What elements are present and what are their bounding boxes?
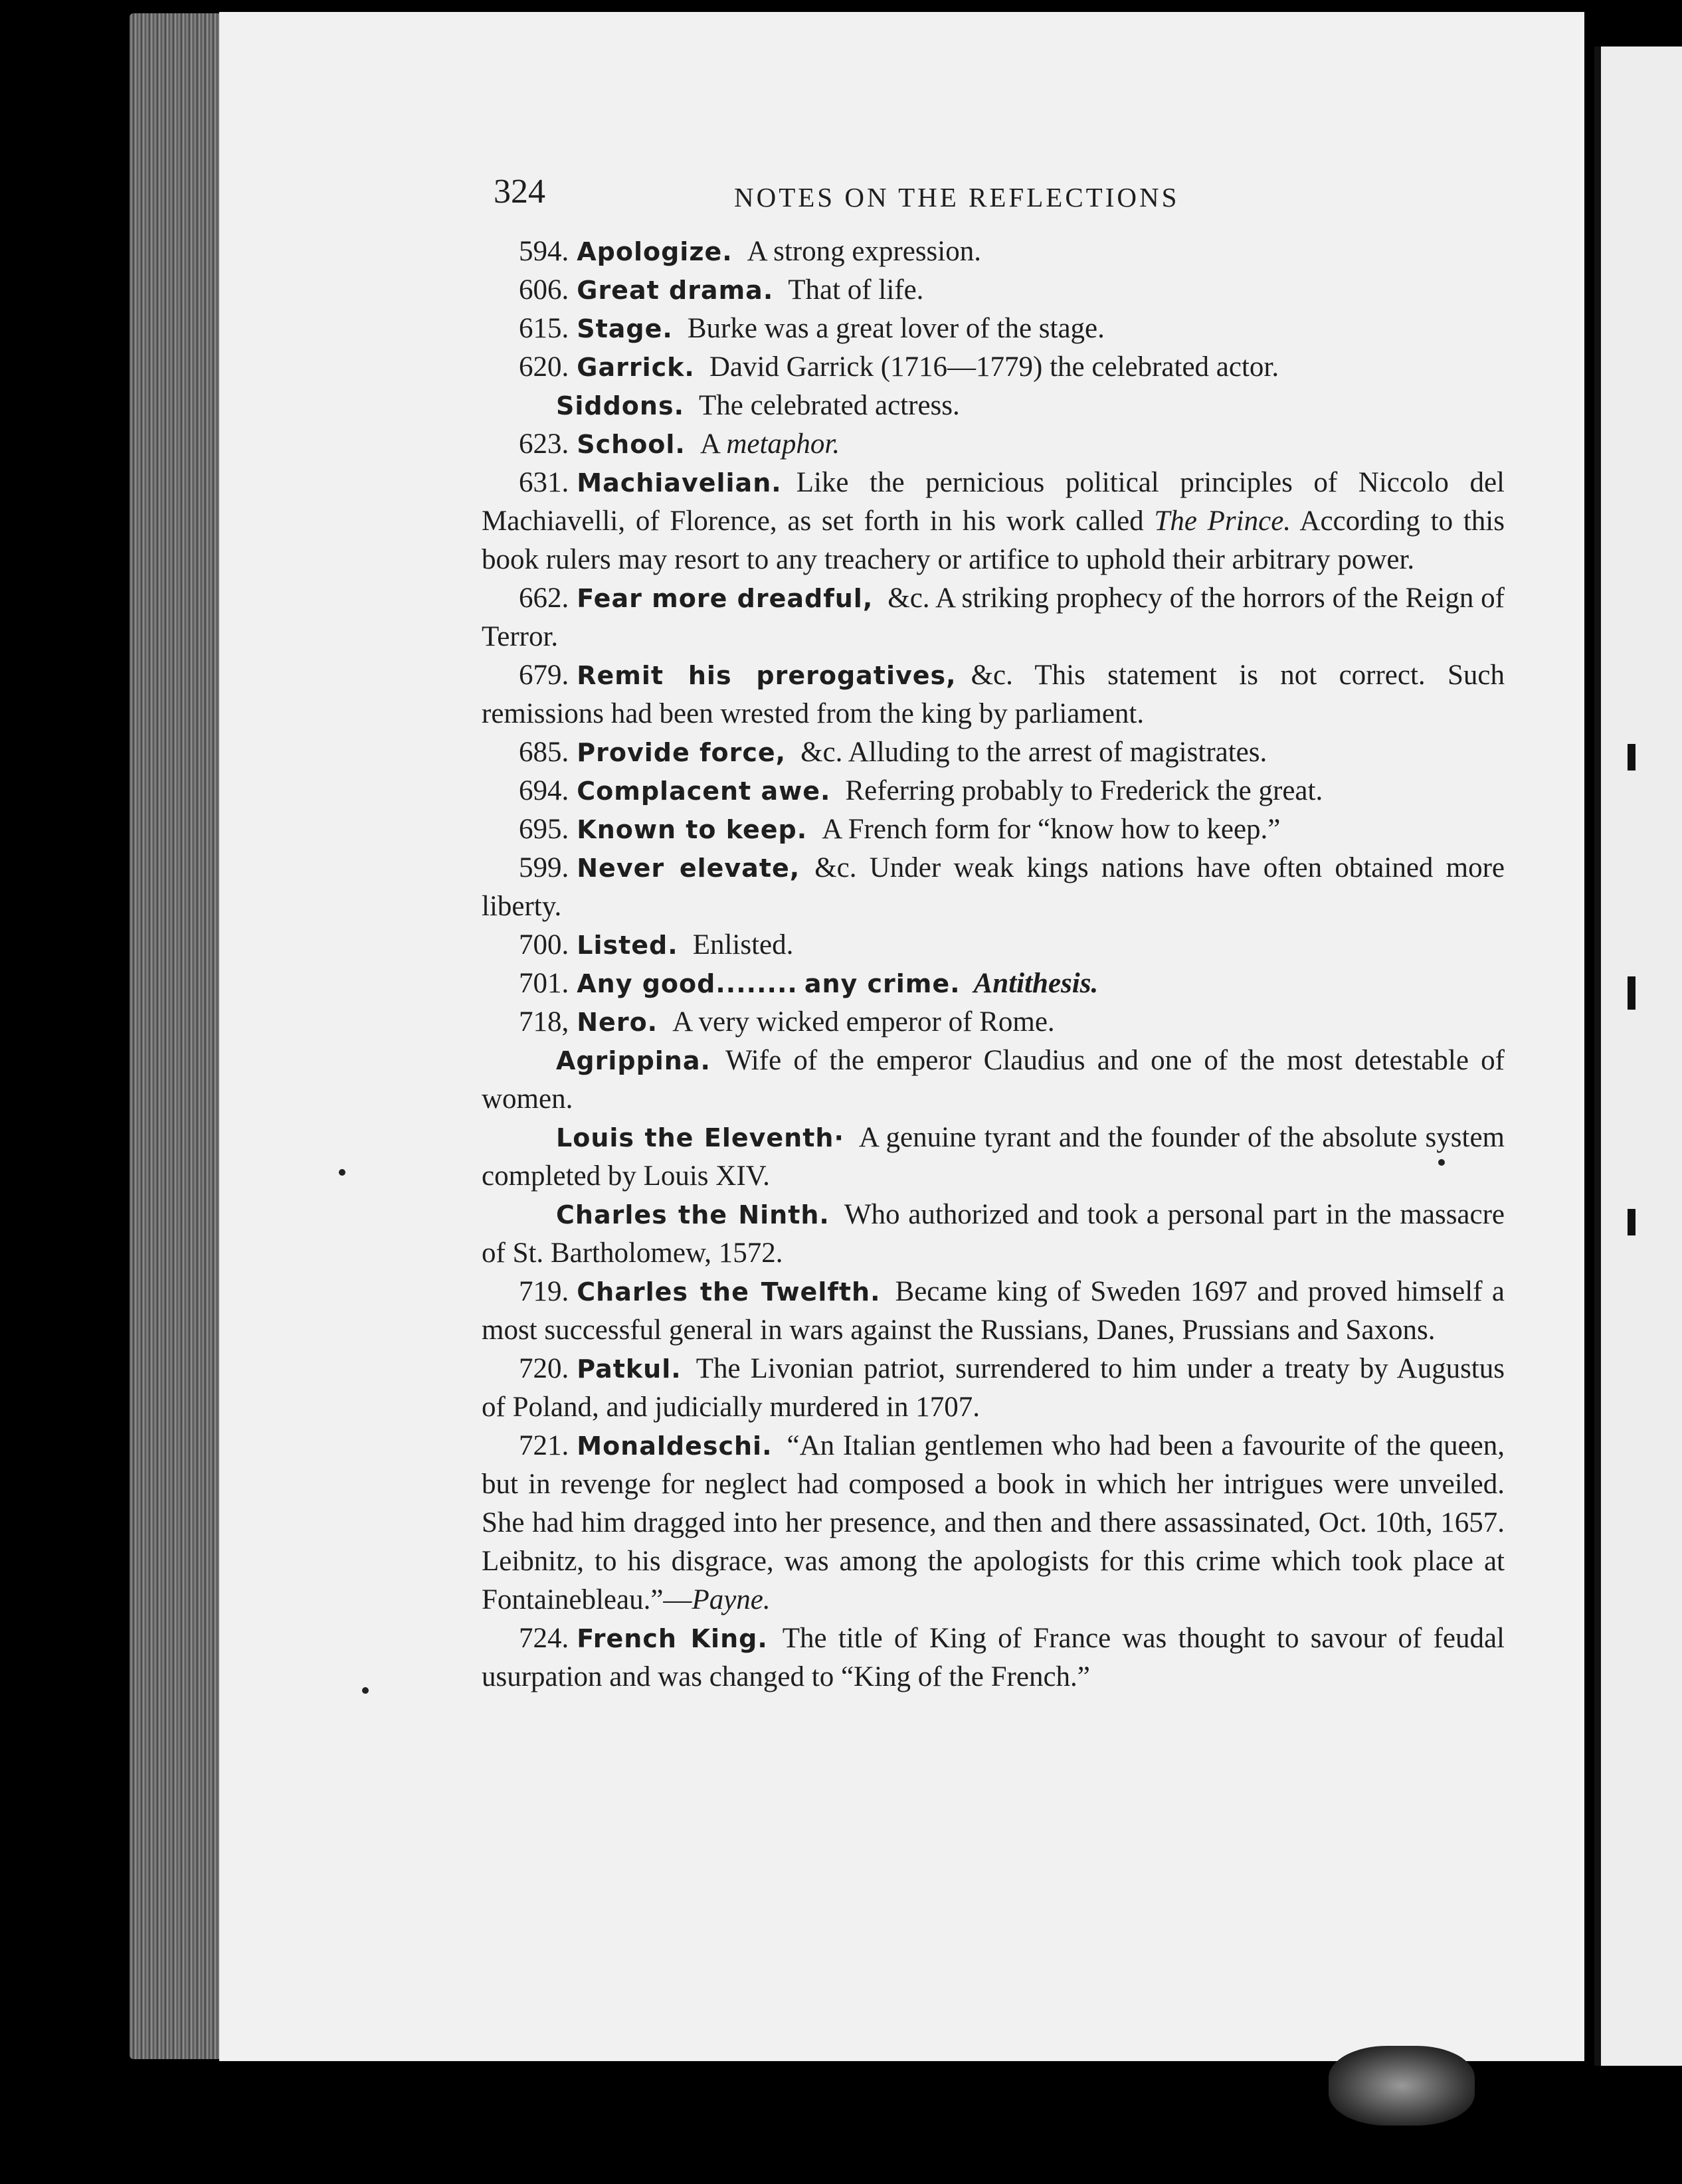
text-block <box>482 173 1505 1696</box>
note-term: Garrick. <box>577 353 695 382</box>
note-text: A French form for “know how to keep.” <box>822 814 1281 845</box>
note-term: Machiavelian. <box>577 468 782 498</box>
note-entry <box>482 772 1505 810</box>
note-term: Fear more dreadful, <box>577 584 874 613</box>
note-number: 701. <box>519 968 569 999</box>
note-number: 719. <box>519 1276 569 1307</box>
note-text: A strong expression. <box>747 236 981 267</box>
note-term: Apologize. <box>577 237 733 266</box>
note-term: Remit his prerogatives, <box>577 661 957 690</box>
facing-page-edge <box>1594 46 1682 2066</box>
note-term: Known to keep. <box>577 815 808 844</box>
note-number: 679. <box>519 660 569 691</box>
note-text-italic: Payne. <box>692 1584 771 1615</box>
note-entry <box>482 849 1505 926</box>
note-text: A very wicked emperor of Rome. <box>672 1006 1055 1038</box>
note-text-bold-italic: Antithesis. <box>973 968 1099 999</box>
note-term: Never elevate, <box>577 854 800 883</box>
note-term: Any good........ <box>577 969 798 998</box>
note-term: Charles the Twelfth. <box>577 1277 881 1307</box>
facing-page-mark <box>1628 976 1635 1010</box>
note-text: The Livonian patriot, surrendered to him under a treaty by Augustus of Poland, and judicially murdered in 1707. <box>482 1353 1505 1423</box>
note-text: David Garrick (1716—1779) the celebrated actor. <box>709 351 1279 383</box>
note-term: Patkul. <box>577 1354 682 1384</box>
facing-page-mark <box>1628 1209 1635 1235</box>
note-entry <box>482 348 1505 387</box>
note-entry <box>482 964 1505 1003</box>
note-text: Enlisted. <box>692 929 794 960</box>
note-entry <box>482 810 1505 849</box>
note-number: 620. <box>519 351 569 383</box>
note-entry <box>482 232 1505 271</box>
note-term: Monaldeschi. <box>577 1431 773 1461</box>
note-number: 599. <box>519 852 569 883</box>
note-entry <box>482 1003 1505 1042</box>
note-term: French King. <box>577 1624 768 1653</box>
note-number: 694. <box>519 775 569 806</box>
note-number: 623. <box>519 428 569 460</box>
note-term: Nero. <box>577 1008 658 1037</box>
note-entry <box>482 387 1505 425</box>
note-text: A genuine tyrant and the founder of the absolute system completed by Louis XIV. <box>482 1122 1505 1192</box>
note-entry <box>482 1350 1505 1427</box>
note-number: 720. <box>519 1353 569 1384</box>
note-text: &c. A striking prophecy of the horrors of the Reign of Terror. <box>482 583 1505 652</box>
note-term: any crime. <box>804 969 961 998</box>
facing-page-mark <box>1628 744 1635 771</box>
note-term: Charles the Ninth. <box>556 1200 830 1229</box>
note-text: Wife of the emperor Claudius and one of the most detestable of women. <box>482 1045 1505 1115</box>
note-text-italic: metaphor. <box>726 428 840 460</box>
note-text: Became king of Sweden 1697 and proved himself a most successful general in wars against the Russians, Danes, Prussians and Saxons. <box>482 1276 1505 1346</box>
note-entry <box>482 733 1505 772</box>
running-head <box>482 173 1505 226</box>
note-entry <box>482 579 1505 656</box>
note-text-italic: The Prince. <box>1154 505 1291 537</box>
note-number: 695. <box>519 814 569 845</box>
note-number: 721. <box>519 1430 569 1461</box>
note-text: A <box>700 428 727 460</box>
ink-speck <box>339 1169 345 1176</box>
note-text: &c. Under weak kings nations have often obtained more liberty. <box>482 852 1505 922</box>
note-entry <box>482 425 1505 464</box>
note-text: That of life. <box>788 274 924 306</box>
note-term: Agrippina. <box>556 1046 711 1075</box>
note-number: 685. <box>519 737 569 768</box>
note-entry <box>482 271 1505 310</box>
note-number: 594. <box>519 236 569 267</box>
note-term: School. <box>577 430 686 459</box>
ink-speck <box>362 1687 369 1694</box>
page-number: 324 <box>494 173 545 211</box>
note-number: 662. <box>519 583 569 614</box>
note-text: According to this book rulers may resort to any treachery or artifice to uphold their arbitrary power. <box>482 505 1505 575</box>
note-term: Great drama. <box>577 276 774 305</box>
note-text: “An Italian gentlemen who had been a favourite of the queen, but in revenge for neglect had composed a book in which her intrigues were unveiled. She had him dragged into her presence, and then and there assassinated, Oct. 10th, 1657. Leibnitz, to his disgrace, was among the apologists for this crime which took place at Fontainebleau.”— <box>482 1430 1505 1615</box>
note-text: &c. Alluding to the arrest of magistrates. <box>800 737 1267 768</box>
note-number: 718, <box>519 1006 569 1038</box>
note-term: Louis the Eleventh· <box>556 1123 844 1152</box>
note-term: Provide force, <box>577 738 787 767</box>
note-text: Burke was a great lover of the stage. <box>687 313 1105 344</box>
note-term: Listed. <box>577 931 678 960</box>
note-text: Referring probably to Frederick the great. <box>845 775 1323 806</box>
note-number: 700. <box>519 929 569 960</box>
note-entry <box>482 1042 1505 1119</box>
note-text: &c. This statement is not correct. Such remissions had been wrested from the king by parliament. <box>482 660 1505 729</box>
note-term: Stage. <box>577 314 673 343</box>
note-text: Like the pernicious political principles of Niccolo del Machiavelli, of Florence, as set forth in his work called <box>482 467 1505 537</box>
note-text: The celebrated actress. <box>699 390 960 421</box>
note-text: The title of King of France was thought to savour of feudal usurpation and was changed to “King of the French.” <box>482 1623 1505 1692</box>
note-number: 615. <box>519 313 569 344</box>
running-title: NOTES ON THE REFLECTIONS <box>734 182 1180 213</box>
scan-smudge <box>1329 2046 1475 2126</box>
note-number: 724. <box>519 1623 569 1654</box>
note-entry <box>482 926 1505 964</box>
page-edge-stack <box>130 13 223 2059</box>
note-number: 631. <box>519 467 569 498</box>
note-term: Siddons. <box>556 391 685 420</box>
note-entry <box>482 1119 1505 1196</box>
note-entry <box>482 1619 1505 1696</box>
note-entry <box>482 1196 1505 1273</box>
note-number: 606. <box>519 274 569 306</box>
note-text: Who authorized and took a personal part in the massacre of St. Bartholomew, 1572. <box>482 1199 1505 1269</box>
note-term: Complacent awe. <box>577 776 831 806</box>
note-entry <box>482 656 1505 733</box>
note-entry <box>482 310 1505 348</box>
note-entry <box>482 464 1505 579</box>
note-entry <box>482 1427 1505 1619</box>
note-entry <box>482 1273 1505 1350</box>
